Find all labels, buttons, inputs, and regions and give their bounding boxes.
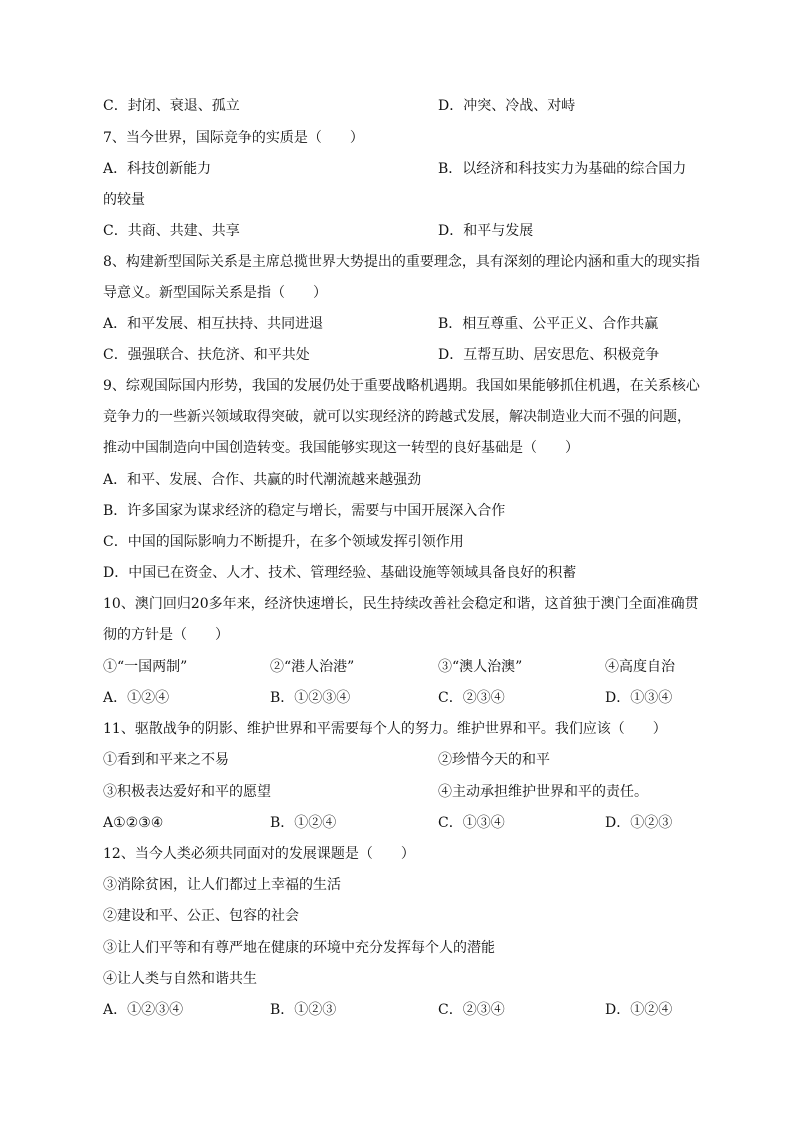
q11-option-d: D．①②③ <box>605 815 673 831</box>
q7-stem: 7、当今世界，国际竞争的实质是（ ） <box>103 130 364 146</box>
q11-item-1: ①看到和平来之不易 <box>103 752 229 768</box>
q12-item-1: ③消除贫困，让人们都过上幸福的生活 <box>103 877 341 893</box>
q6-options-cd <box>103 96 703 116</box>
q8-stem-line-1: 8、构建新型国际关系是主席总揽世界大势提出的重要理念，具有深刻的理论内涵和重大的现实指 <box>103 254 700 270</box>
q12-item-2: ②建设和平、公正、包容的社会 <box>103 908 299 924</box>
q8-option-a: A．和平发展、相互扶持、共同进退 <box>103 316 324 332</box>
q10-option-c: C．②③④ <box>438 690 505 706</box>
q11-items-34 <box>103 782 703 802</box>
q7-option-c: C．共商、共建、共享 <box>103 223 240 239</box>
q11-item-2: ②珍惜今天的和平 <box>438 752 550 768</box>
q6-option-c: C．封闭、衰退、孤立 <box>103 98 240 114</box>
q10-option-b: B．①②③④ <box>270 690 351 706</box>
q9-option-a: A．和平、发展、合作、共赢的时代潮流越来越强劲 <box>103 472 422 488</box>
q8-options-cd <box>103 345 703 365</box>
q12-stem: 12、当今人类必须共同面对的发展课题是（ ） <box>103 846 415 862</box>
q9-stem-line-3: 推动中国制造向中国创造转变。我国能够实现这一转型的良好基础是（ ） <box>103 440 579 456</box>
q10-stem-line-2: 彻的方针是（ ） <box>103 627 229 643</box>
q12-option-d: D．①②④ <box>605 1002 673 1018</box>
q10-item-4: ④高度自治 <box>605 659 675 675</box>
q12-option-b: B．①②③ <box>270 1002 337 1018</box>
q10-item-2: ②“港人治港” <box>270 659 355 675</box>
q10-options <box>103 688 703 708</box>
q12-option-c: C．②③④ <box>438 1002 505 1018</box>
q7-option-b-continued: 的较量 <box>103 192 145 208</box>
q11-item-3: ③积极表达爱好和平的愿望 <box>103 784 271 800</box>
q10-item-1: ①“一国两制” <box>103 659 188 675</box>
q11-options <box>103 813 703 833</box>
q9-option-d: D．中国已在资金、人才、技术、管理经验、基础设施等领域具备良好的积蓄 <box>103 565 577 581</box>
q8-option-d: D．互帮互助、居安思危、积极竞争 <box>438 347 660 363</box>
q11-option-b: B．①②④ <box>270 815 337 831</box>
q9-option-b: B．许多国家为谋求经济的稳定与增长，需要与中国开展深入合作 <box>103 503 506 519</box>
q10-item-3: ③“澳人治澳” <box>438 659 523 675</box>
q12-options <box>103 1000 703 1020</box>
q11-stem: 11、驱散战争的阴影、维护世界和平需要每个人的努力。维护世界和平。我们应该（ ） <box>103 721 667 737</box>
q9-stem-line-2: 竞争力的一些新兴领域取得突破，就可以实现经济的跨越式发展，解决制造业大而不强的问题， <box>103 409 691 425</box>
q11-item-4: ④主动承担维护世界和平的责任。 <box>438 784 648 800</box>
q10-option-d: D．①③④ <box>605 690 673 706</box>
q10-items <box>103 657 703 677</box>
q8-option-b: B．相互尊重、公平正义、合作共赢 <box>438 316 659 332</box>
q8-options-ab <box>103 314 703 334</box>
q12-item-3: ③让人们平等和有尊严地在健康的环境中充分发挥每个人的潜能 <box>103 940 495 956</box>
q6-option-d: D．冲突、冷战、对峙 <box>438 98 576 114</box>
q9-option-c: C．中国的国际影响力不断提升，在多个领域发挥引领作用 <box>103 534 464 550</box>
q12-item-4: ④让人类与自然和谐共生 <box>103 971 257 987</box>
q11-option-a: A①②③④ <box>103 815 164 831</box>
q8-stem-line-2: 导意义。新型国际关系是指（ ） <box>103 285 327 301</box>
q10-option-a: A．①②④ <box>103 690 170 706</box>
q7-options-ab <box>103 159 703 179</box>
q11-option-c: C．①③④ <box>438 815 505 831</box>
q7-option-a: A．科技创新能力 <box>103 161 212 177</box>
q7-options-cd <box>103 221 703 241</box>
q7-option-d: D．和平与发展 <box>438 223 534 239</box>
q10-stem-line-1: 10、澳门回归20多年来，经济快速增长，民生持续改善社会稳定和谐，这首独于澳门全面准确贯 <box>103 596 699 612</box>
q7-option-b: B．以经济和科技实力为基础的综合国力 <box>438 161 687 177</box>
q9-stem-line-1: 9、综观国际国内形势，我国的发展仍处于重要战略机遇期。我国如果能够抓住机遇，在关系核心 <box>103 378 700 394</box>
q11-items-12 <box>103 750 703 770</box>
q8-option-c: C．强强联合、扶危济、和平共处 <box>103 347 310 363</box>
q12-option-a: A．①②③④ <box>103 1002 184 1018</box>
